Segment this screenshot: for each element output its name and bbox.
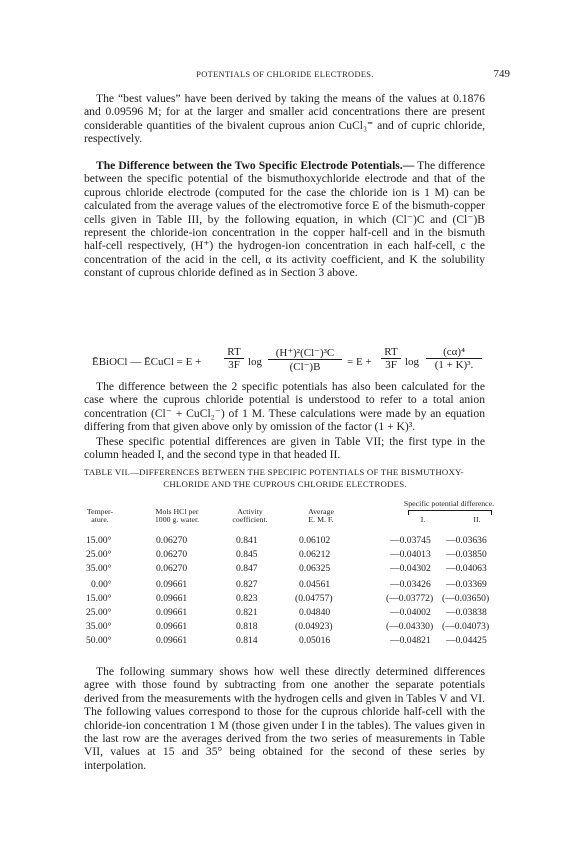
equation-middle: = E + bbox=[347, 356, 372, 368]
table-row: 35.00° 0.09661 0.818 (0.04923) (—0.04330) (—0.04073) bbox=[86, 621, 490, 632]
col-header-mols: Mols HCl per 1000 g. water. bbox=[154, 507, 200, 525]
paragraph-best-values: The “best values” have been derived by taking the means of the values at 0.1876 and 0.09596 M; for at the larger and smaller acid concentrations there are present considerable quantities of the bivalent cuprous anion CuCl₃⁼ and of cupric chloride, respectively. bbox=[84, 92, 485, 146]
col-header-II: II. bbox=[473, 515, 481, 524]
equation-coefficient-2: $\frac{RT}{3F}$ bbox=[381, 346, 401, 371]
paragraph-second-type: The difference between the 2 specific potentials has also been calculated for the case where the cuprous chloride potential is understood to refer to a total anion concentration (Cl⁻ + CuCl₂⁻) of 1 M. These calculations were made by an equation differing from that given above only by omission of the factor (1 + K)³. bbox=[84, 380, 485, 434]
section-heading: The Difference between the Two Specific Electrode Potentials.— bbox=[96, 159, 415, 172]
running-header: POTENTIALS OF CHLORIDE ELECTRODES. bbox=[196, 70, 374, 79]
col-header-emf: Average E. M. F. bbox=[308, 507, 334, 525]
log-operator: log bbox=[248, 356, 263, 368]
equation bbox=[92, 346, 492, 380]
table-row: 35.00° 0.06270 0.847 0.06325 —0.04302 —0.04063 bbox=[86, 563, 487, 574]
paragraph-difference bbox=[84, 159, 485, 280]
log-operator-2: log bbox=[405, 356, 420, 368]
paragraph-difference-body: The difference between the specific potential of the bismuthoxychloride electrode and that of the cuprous chloride electrode (computed for the case the chloride ion is 1 M) can be calculated from the average values of the electromotive force E of the bismuth-copper cells given in Table III, by the following equation, in which (Cl⁻)C and (Cl⁻)B represent the chloride-ion concentration in the copper half-cell and in the bismuth half-cell respectively, (H⁺) the hydrogen-ion concentration in each half-cell, c the concentration of the acid in the cell, α its activity coefficient, and K the solubility constant of cuprous chloride defined as in Section 3 above. bbox=[84, 159, 485, 280]
col-header-I: I. bbox=[420, 515, 426, 524]
paragraph-table-ref: These specific potential differences are given in Table VII; the first type in the column headed I, and the second type in that headed II. bbox=[84, 435, 485, 462]
data-table bbox=[84, 499, 494, 663]
table-row: 50.00° 0.09661 0.814 0.05016 —0.04821 —0.04425 bbox=[86, 635, 487, 646]
equation-fraction-2: $\frac{\text{(cα)⁴}}{\text{(1 + K)³.}}$ bbox=[426, 346, 482, 371]
page-number: 749 bbox=[493, 68, 510, 80]
table-caption: TABLE VII.—DIFFERENCES BETWEEN THE SPECIFIC POTENTIALS OF THE BISMUTHOXY- CHLORIDE AND THE CUPROUS CHLORIDE ELECTRODES. bbox=[84, 467, 464, 489]
table-row: 15.00° 0.09661 0.823 (0.04757) (—0.03772) (—0.03650) bbox=[86, 593, 490, 604]
col-header-specific: Specific potential difference. bbox=[403, 499, 495, 508]
col-header-activity: Activity coefficient. bbox=[232, 507, 268, 525]
equation-fraction-1: $\frac{\text{(H⁺)²(Cl⁻)³C}}{(Cl^-)B}$ bbox=[268, 346, 342, 373]
equation-lhs: ĒBiOCl — ĒCuCl = E + bbox=[92, 356, 202, 368]
table-row: 25.00° 0.06270 0.845 0.06212 —0.04013 —0.03850 bbox=[86, 549, 487, 560]
equation-coefficient: $\frac{RT}{3F}$ bbox=[224, 346, 244, 371]
table-row: 25.00° 0.09661 0.821 0.04840 —0.04002 —0.03838 bbox=[86, 607, 487, 618]
table-row: 15.00° 0.06270 0.841 0.06102 —0.03745 —0.03636 bbox=[86, 535, 487, 546]
col-header-temperature: Temper- ature. bbox=[86, 507, 114, 525]
paragraph-summary: The following summary shows how well these directly determined differences agree with those found by subtracting from one another the separate potentials derived from the measurements with the hydrogen cells and given in Tables V and VI. The following values correspond to those for the cuprous chloride half-cell with the chloride-ion concentration 1 M (those given under I in the tables). The values given in the last row are the averages derived from the two series of measurements in Table VII, values at 15 and 35° being obtained for the second of these series by interpolation. bbox=[84, 665, 485, 772]
table-row: 0.00° 0.09661 0.827 0.04561 —0.03426 —0.03369 bbox=[91, 579, 487, 590]
